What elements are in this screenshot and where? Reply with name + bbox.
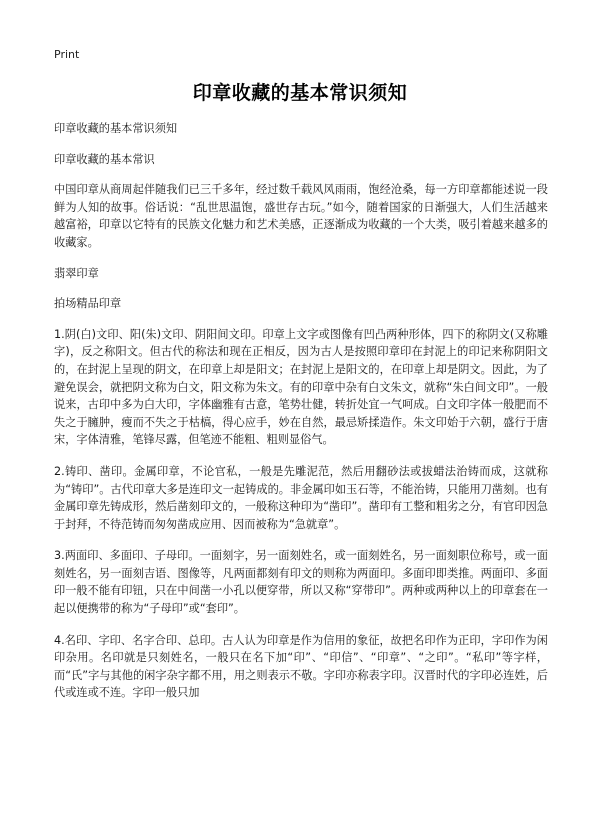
doc-heading-main: 印章收藏的基本常识须知 [54,122,178,135]
intro-paragraph: 中国印章从商周起伴随我们已三千多年，经过数千载风风雨雨，饱经沧桑，每一方印章都能述说一段鲜为人知的故事。俗话说：“乱世思温饱，盛世存古玩。”如今，随着国家的日渐强大，人们生活越来越富裕，印章以它特有的民族文化魅力和艺术美感，正逐渐成为收藏的一个大类，吸引着越来越多的收藏家。 [54,183,548,249]
doc-heading-auction-seal: 拍场精品印章 [54,297,122,311]
item-paragraph-2: 2.铸印、凿印。金属印章，不论官私，一般是先雕泥范，然后用翻砂法或拔蜡法治铸而成，这就称为“铸印”。古代印章大多是连印文一起铸成的。非金属印如玉石等，不能治铸，只能用刀凿刻。也有金属印章先铸成形，然后凿刻印文的，一般称这种印为“凿印”。凿印有工整和粗劣之分，有官印因急于封拜，不待范铸而匆匆凿成应用、因而被称为“急就章”。 [54,464,548,531]
doc-heading-basics: 印章收藏的基本常识 [54,152,155,166]
doc-heading-jade-seal: 翡翠印章 [54,266,99,280]
item-paragraph-1: 1.阴(白)文印、阳(朱)文印、阴阳间文印。印章上文字或图像有凹凸两种形体，四下的称阴文(又称雕字)，反之称阳文。但古代的称法和现在正相反，因为古人是按照印章印在封泥上的印记来称阴阳文的，在封泥上呈现的阴文，在印章上却是阳文；在封泥上是阳文的，在印章上却是阴文。因此，为了避免误会，就把阴文称为白文，阳文称为朱文。有的印章中杂有白文朱文，就称“朱白间文印”。一般说来，古印中多为白大印，字体幽雅有古意，笔势壮健，转折处宜一气呵成。白文印字体一般肥而不失之于臃肿，瘦而不失之于枯槁，得心应手，妙在自然，最忌矫揉造作。朱文印始于六朝，盛行于唐宋，字体清雅，笔锋尽露，但笔迹不能粗、粗则显俗气。 [54,327,548,447]
document-title: 印章收藏的基本常识须知 [192,82,408,104]
item-paragraph-4: 4.名印、字印、名字合印、总印。古人认为印章是作为信用的象征，故把名印作为正印，字印作为闲印杂用。名印就是只刻姓名，一般只在名下加“印”、“印信”、“印章”、“之印”。“私印”等字样，而“氏”字与其他的闲字杂字都不用，用之则表示不敬。字印亦称表字印。汉晋时代的字印必连姓，后代或连或不连。字印一般只加 [54,633,548,700]
item-paragraph-3: 3.两面印、多面印、子母印。一面刻字，另一面刻姓名，或一面刻姓名，另一面刻职位称号，或一面刻姓名，另一面刻吉语、图像等，凡两面都刻有印文的则称为两面印。多面印即类推。两面印、多面印一般不能有印钮，只在中间凿一小孔以便穿带，所以又称“穿带印”。两种或两种以上的印章套在一起以便携带的称为“子母印”或“套印”。 [54,549,548,616]
document-body [54,120,548,716]
print-label: Print [54,48,80,61]
